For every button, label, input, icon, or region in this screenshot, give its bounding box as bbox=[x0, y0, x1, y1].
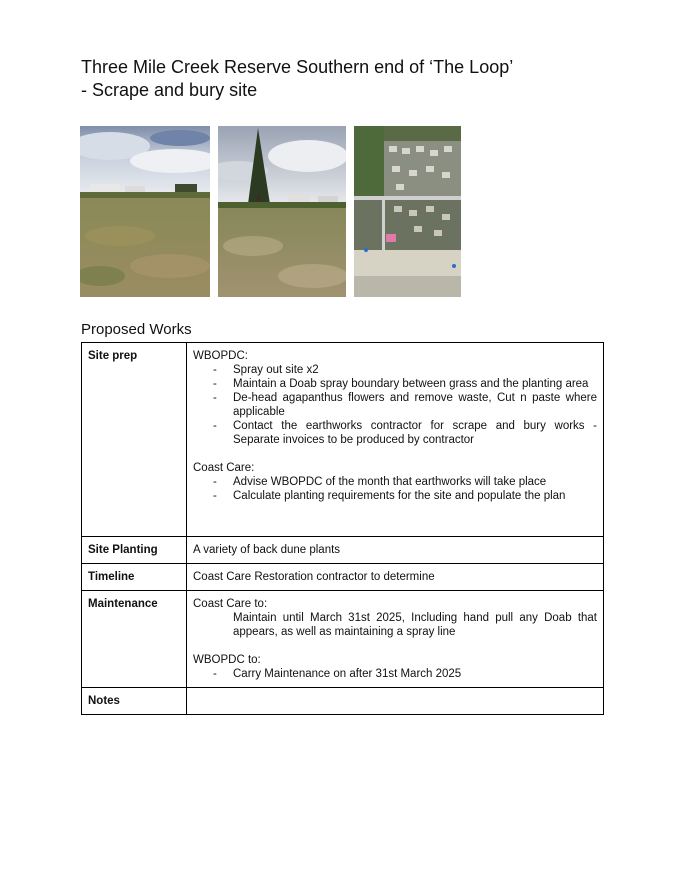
list-item: - Carry Maintenance on after 31st March 2025 bbox=[193, 667, 597, 681]
row-label: Site prep bbox=[82, 343, 187, 537]
list-item: - Calculate planting requirements for the site and populate the plan bbox=[193, 489, 597, 503]
task-list bbox=[193, 667, 597, 681]
org-label: Coast Care: bbox=[193, 462, 255, 474]
page-title bbox=[81, 56, 621, 102]
row-content: Coast Care Restoration contractor to determine bbox=[187, 564, 604, 591]
row-label: Notes bbox=[82, 688, 187, 715]
photo-dune-with-tree bbox=[218, 126, 346, 297]
photo-dune-landscape bbox=[80, 126, 210, 297]
list-item: - Contact the earthworks contractor for scrape and bury works - Separate invoices to be produced by contractor bbox=[193, 419, 597, 447]
title-line-2: - Scrape and bury site bbox=[81, 80, 258, 100]
list-item: - Spray out site x2 bbox=[193, 363, 597, 377]
row-content: A variety of back dune plants bbox=[187, 537, 604, 564]
task-list bbox=[193, 363, 597, 447]
section-heading: Proposed Works bbox=[81, 321, 192, 338]
task-list bbox=[193, 475, 597, 503]
maintenance-text: Maintain until March 31st 2025, Including hand pull any Doab that appears, as well as maintaining a spray line bbox=[233, 612, 597, 638]
proposed-works-table bbox=[81, 342, 604, 715]
title-line-1: Three Mile Creek Reserve Southern end of ‘The Loop’ bbox=[81, 57, 514, 77]
row-content bbox=[187, 343, 604, 537]
list-item: - Maintain a Doab spray boundary between grass and the planting area bbox=[193, 377, 597, 391]
row-label: Timeline bbox=[82, 564, 187, 591]
table-row bbox=[82, 564, 604, 591]
row-content bbox=[187, 688, 604, 715]
table-row bbox=[82, 591, 604, 688]
row-label: Maintenance bbox=[82, 591, 187, 688]
row-content bbox=[187, 591, 604, 688]
list-item: - De-head agapanthus flowers and remove waste, Cut n paste where applicable bbox=[193, 391, 597, 419]
row-label: Site Planting bbox=[82, 537, 187, 564]
table-row bbox=[82, 688, 604, 715]
org-label: WBOPDC to: bbox=[193, 654, 261, 666]
list-item: - Advise WBOPDC of the month that earthworks will take place bbox=[193, 475, 597, 489]
table-row bbox=[82, 537, 604, 564]
org-label: WBOPDC: bbox=[193, 350, 248, 362]
table-row bbox=[82, 343, 604, 537]
org-label: Coast Care to: bbox=[193, 598, 268, 610]
photo-aerial-map bbox=[354, 126, 461, 297]
